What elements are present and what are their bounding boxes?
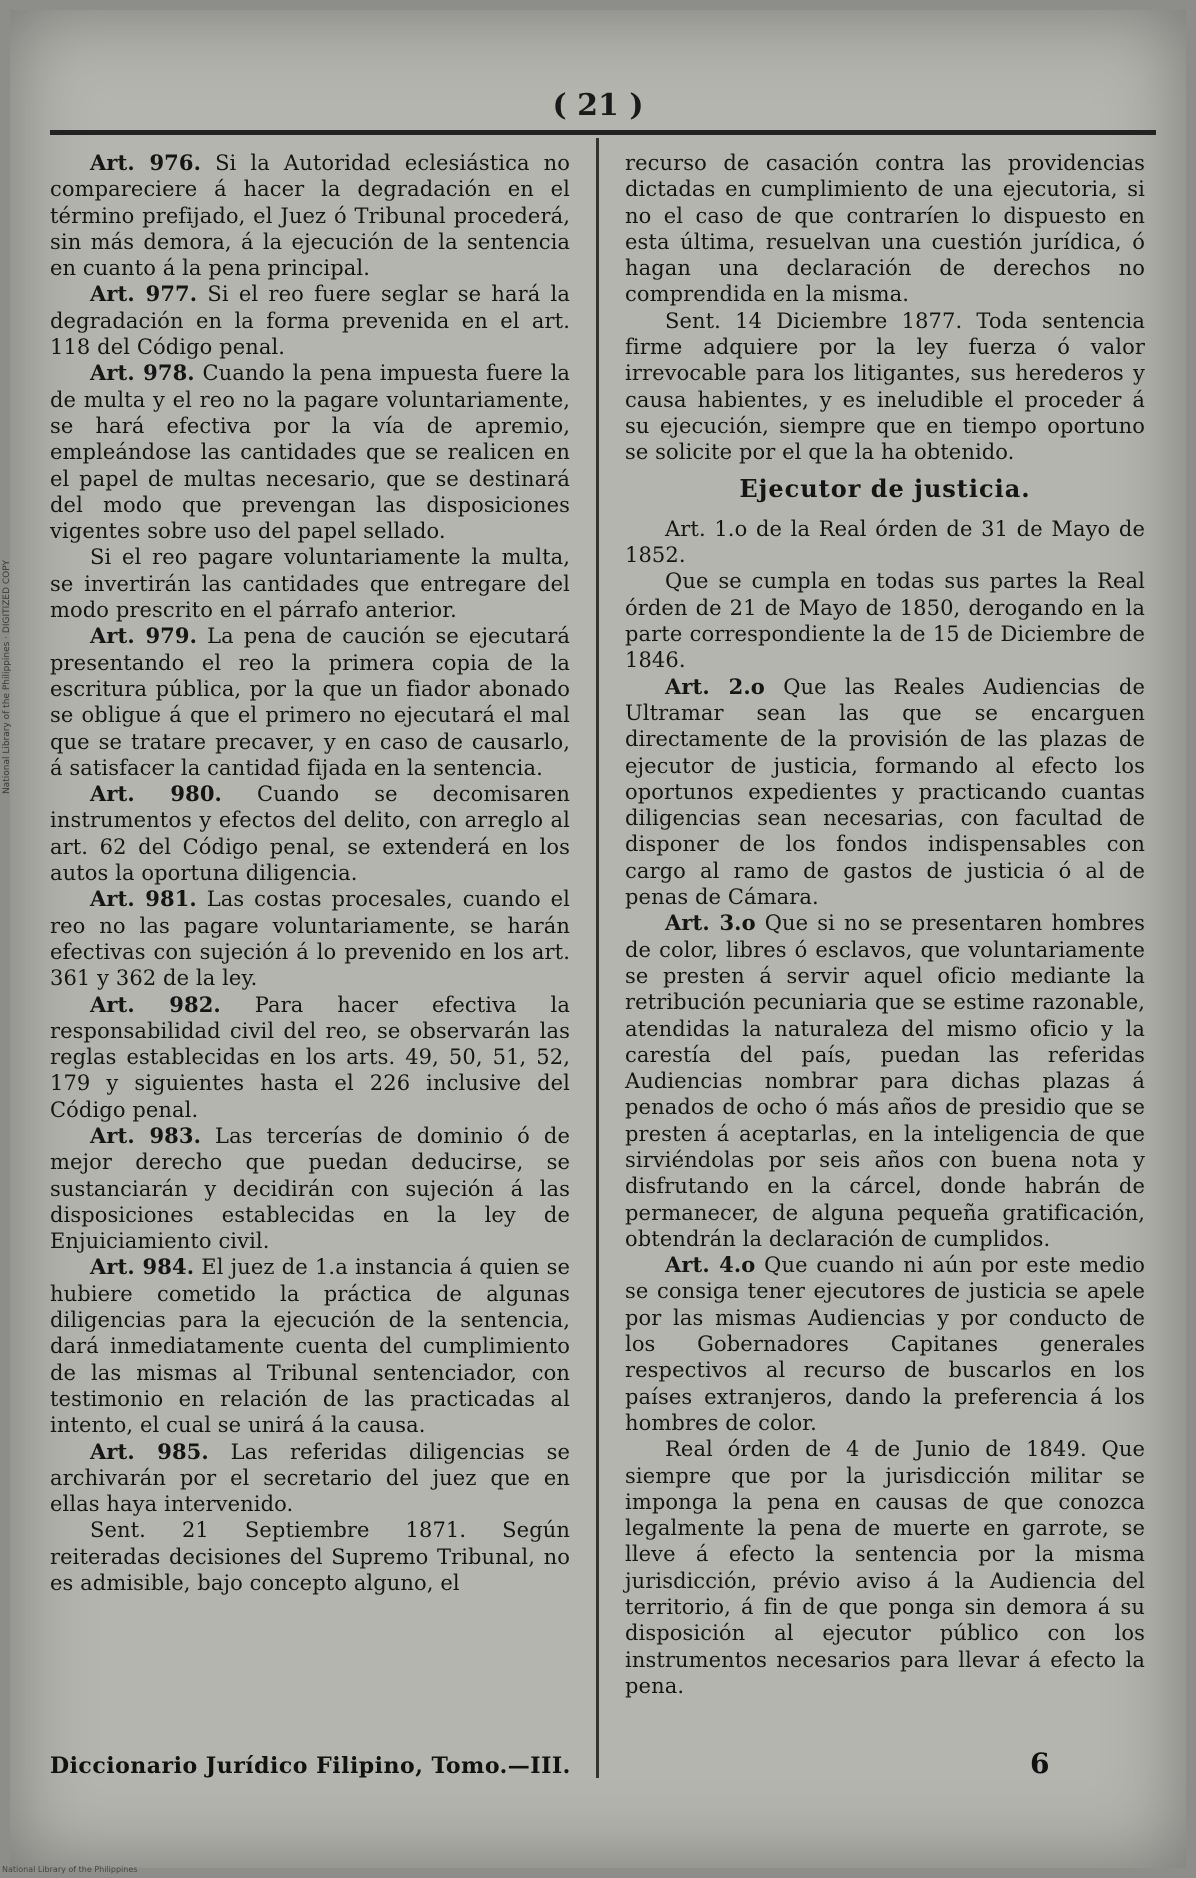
- paragraph: [625, 308, 1145, 466]
- right-column-top: [625, 150, 1145, 466]
- paragraph: [50, 281, 570, 360]
- article-number: Art. 979.: [90, 623, 198, 649]
- paragraph: [50, 360, 570, 544]
- article-number: Art. 2.o: [665, 673, 765, 699]
- right-column: [625, 150, 1145, 1699]
- paragraph: [625, 910, 1145, 1252]
- paragraph: [50, 623, 570, 781]
- article-number: Art. 981.: [90, 886, 197, 912]
- footer-title: Diccionario Jurídico Filipino, Tomo.—III.: [50, 1753, 571, 1779]
- paragraph: [50, 1439, 570, 1518]
- paragraph-text: Que si no se presentaren hombres de color, libres ó esclavos, que voluntariamente se presten á servir aquel oficio mediante la retribución pecuniaria que se estime razonable, atendidas la naturaleza del mismo oficio y la carestía del país, puedan las referidas Audiencias nombrar para dichas plazas á penados de ocho ó más años de presidio que se presten á aceptarlas, en la inteligencia de que sirviéndolas por seis años con buena nota y disfrutando en la cárcel, donde habrán de permanecer, de alguna pequeña gratificación, obtendrán la declaración de cumplidos.: [625, 911, 1145, 1251]
- paragraph-text: Sent. 14 Diciembre 1877. Toda sentencia firme adquiere por la ley fuerza ó valor irrevocable para los litigantes, sus herederos y causa habientes, y es ineludible el proceder á su ejecución, siempre que en tiempo oportuno se solicite por el que la ha obtenido.: [625, 308, 1145, 465]
- paragraph-text: Sent. 21 Septiembre 1871. Según reiteradas decisiones del Supremo Tribunal, no es admisible, bajo concepto alguno, el: [50, 1518, 570, 1596]
- paragraph: [50, 1254, 570, 1438]
- paragraph-text: Si el reo pagare voluntariamente la multa, se invertirán las cantidades que entregare del modo prescrito en el párrafo anterior.: [50, 545, 570, 623]
- column-divider: [596, 138, 599, 1778]
- page-number: ( 21 ): [552, 88, 644, 123]
- paragraph-text: recurso de casación contra las providencias dictadas en cumplimiento de una ejecutoria, si no el caso de que contraríen lo dispuesto en esta última, resuelvan una cuestión jurídica, ó hagan una declaración de derechos no comprendida en la misma.: [625, 151, 1145, 307]
- paragraph-text: Las tercerías de dominio ó de mejor derecho que puedan deducirse, se sustanciarán y decidirán con sujeción á las disposiciones establecidas en la ley de Enjuiciamiento civil.: [50, 1123, 570, 1254]
- article-number: Art. 976.: [90, 150, 202, 175]
- paragraph-text: La pena de caución se ejecutará presentando el reo la primera copia de la escritura pública, por la que un fiador abonado se obligue á que el primero no ejecutará el mal que se tratare precaver, y en caso de causarlo, á satisfacer la cantidad fijada en la sentencia.: [50, 624, 570, 780]
- paragraph-text: Las costas procesales, cuando el reo no las pagare voluntariamente, se harán efectivas con sujeción á lo prevenido en los art. 361 y 362 de la ley.: [50, 887, 570, 991]
- paragraph: [50, 150, 570, 281]
- paragraph: [625, 674, 1145, 911]
- paragraph-text: Que cuando ni aún por este medio se consiga tener ejecutores de justicia se apele por las mismas Audiencias y por conducto de los Gobernadores Capitanes generales respectivos al recurso de buscarlos en los países extranjeros, dando la preferencia á los hombres de color.: [625, 1253, 1145, 1435]
- paragraph: [50, 1517, 570, 1596]
- paragraph-text: Cuando se decomisaren instrumentos y efectos del delito, con arreglo al art. 62 del Código penal, se extenderá en los autos la oportuna diligencia.: [50, 782, 570, 886]
- document-page: [10, 10, 1186, 1868]
- article-number: Art. 978.: [90, 360, 195, 386]
- section-heading: Ejecutor de justicia.: [739, 473, 1031, 503]
- paragraph-text: Las referidas diligencias se archivarán por el secretario del juez que en ellas haya intervenido.: [50, 1439, 570, 1517]
- paragraph: [50, 1123, 570, 1254]
- bottom-stamp: National Library of the Philippines: [2, 1865, 138, 1874]
- article-number: Art. 4.o: [665, 1252, 756, 1278]
- paragraph: [625, 150, 1145, 308]
- article-number: Art. 980.: [90, 781, 222, 807]
- paragraph: [625, 516, 1145, 569]
- paragraph: [50, 992, 570, 1123]
- signature-number: 6: [1030, 1747, 1050, 1780]
- paragraph-text: Art. 1.o de la Real órden de 31 de Mayo de 1852.: [625, 516, 1145, 568]
- paragraph: [625, 1252, 1145, 1436]
- article-number: Art. 3.o: [665, 910, 756, 936]
- paragraph-text: Que las Reales Audiencias de Ultramar sean las que se encarguen directamente de la provisión de las plazas de ejecutor de justicia, formando al efecto los oportunos expedientes y practicando cuantas diligencias sean necesarias, con facultad de disponer de los fondos indispensables con cargo al ramo de gastos de justicia ó al de penas de Cámara.: [625, 674, 1145, 910]
- paragraph-text: Que se cumpla en todas sus partes la Real órden de 21 de Mayo de 1850, derogando en la parte correspondiente la de 15 de Diciembre de 1846.: [625, 569, 1145, 673]
- paragraph: [625, 1436, 1145, 1699]
- paragraph: [625, 568, 1145, 673]
- article-number: Art. 984.: [90, 1254, 195, 1280]
- paragraph-text: Si la Autoridad eclesiástica no compareciere á hacer la degradación en el término prefijado, el Juez ó Tribunal procederá, sin más demora, á la ejecución de la sentencia en cuanto á la pena principal.: [50, 151, 570, 281]
- paragraph-text: Si el reo fuere seglar se hará la degradación en la forma prevenida en el art. 118 del Código penal.: [50, 282, 570, 360]
- paragraph: [50, 781, 570, 886]
- header-rule: [50, 130, 1156, 135]
- right-column-bottom: [625, 516, 1145, 1699]
- paragraph-text: Cuando la pena impuesta fuere la de multa y el reo no la pagare voluntariamente, se hará efectiva por la vía de apremio, empleándose las cantidades que se realicen en el papel de multas necesario, que se destinará del modo que prevengan las disposiciones vigentes sobre uso del papel sellado.: [50, 361, 571, 544]
- left-column: [50, 150, 570, 1596]
- article-number: Art. 983.: [90, 1122, 201, 1148]
- paragraph-text: El juez de 1.a instancia á quien se hubiere cometido la práctica de algunas diligencias para la ejecución de la sentencia, dará inmediatamente cuenta del cumplimiento de las mismas al Tribunal sentenciador, con testimonio en relación de las practicadas al intento, el cual se unirá á la causa.: [50, 1255, 570, 1438]
- paragraph-text: Real órden de 4 de Junio de 1849. Que siempre que por la jurisdicción militar se imponga la pena en causas de que conozca legalmente la pena de muerte en garrote, se lleve á efecto la sentencia por la misma jurisdicción, prévio aviso á la Audiencia del territorio, á fin de que ponga sin demora á su disposición al ejecutor público con los instrumentos necesarios para llevar á efecto la pena.: [625, 1437, 1145, 1698]
- paragraph: [50, 886, 570, 991]
- paragraph: [50, 544, 570, 623]
- article-number: Art. 985.: [90, 1438, 209, 1464]
- side-stamp: National Library of the Philippines · DIGITIZED COPY: [2, 560, 12, 795]
- article-number: Art. 982.: [90, 991, 221, 1017]
- article-number: Art. 977.: [90, 281, 198, 307]
- paragraph-text: Para hacer efectiva la responsabilidad civil del reo, se observarán las reglas establecidas en los arts. 49, 50, 51, 52, 179 y siguientes hasta el 226 inclusive del Código penal.: [50, 992, 570, 1122]
